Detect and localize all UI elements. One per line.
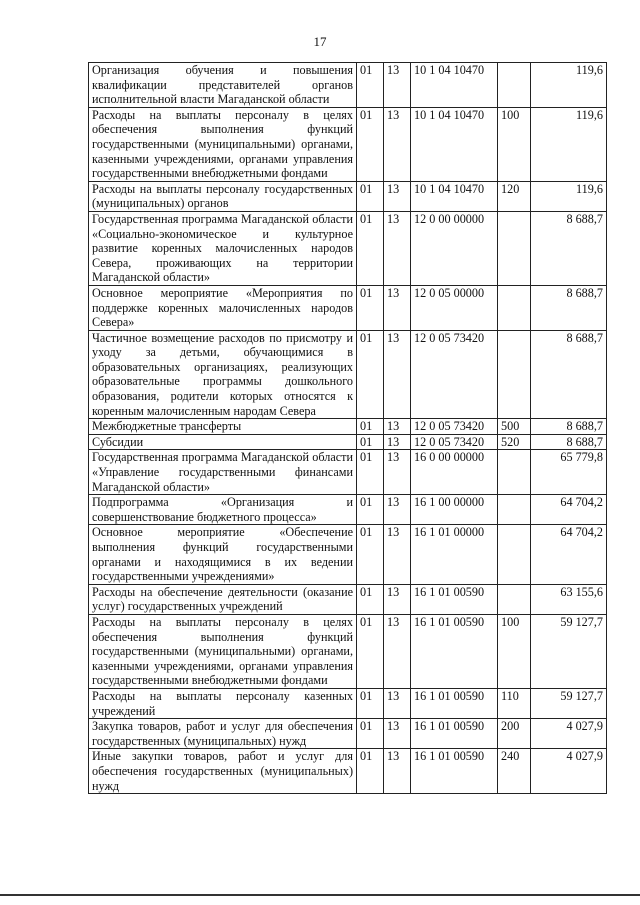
row-section-code-cell: 01 [357, 584, 384, 614]
row-subsection-code-cell: 13 [384, 614, 411, 688]
row-amount-cell: 64 704,2 [531, 495, 607, 525]
row-target-item-code-cell: 10 1 04 10470 [411, 107, 498, 181]
table-row [89, 434, 607, 450]
row-name-cell: Основное мероприятие «Мероприятия по поддержке коренных малочисленных народов Севера» [89, 285, 357, 330]
table-row [89, 450, 607, 495]
table-row [89, 330, 607, 419]
row-target-item-code-cell: 16 1 01 00590 [411, 584, 498, 614]
row-expense-type-code-cell [498, 285, 531, 330]
row-section-code-cell: 01 [357, 525, 384, 584]
row-subsection-code-cell: 13 [384, 211, 411, 285]
table-row [89, 285, 607, 330]
row-amount-cell: 59 127,7 [531, 688, 607, 718]
budget-table [88, 62, 607, 794]
row-name-cell: Расходы на обеспечение деятельности (оказание услуг) государственных учреждений [89, 584, 357, 614]
row-section-code-cell: 01 [357, 719, 384, 749]
row-section-code-cell: 01 [357, 434, 384, 450]
page-number: 17 [313, 34, 327, 49]
row-subsection-code-cell: 13 [384, 688, 411, 718]
row-expense-type-code-cell [498, 330, 531, 419]
row-section-code-cell: 01 [357, 330, 384, 419]
row-target-item-code-cell: 16 0 00 00000 [411, 450, 498, 495]
row-expense-type-code-cell [498, 211, 531, 285]
row-subsection-code-cell: 13 [384, 63, 411, 108]
row-subsection-code-cell: 13 [384, 330, 411, 419]
row-subsection-code-cell: 13 [384, 434, 411, 450]
table-row [89, 749, 607, 794]
table-row [89, 688, 607, 718]
row-name-cell: Организация обучения и повышения квалификации представителей органов исполнительной власти Магаданской области [89, 63, 357, 108]
row-expense-type-code-cell: 120 [498, 181, 531, 211]
row-target-item-code-cell: 12 0 05 73420 [411, 330, 498, 419]
row-section-code-cell: 01 [357, 450, 384, 495]
row-subsection-code-cell: 13 [384, 107, 411, 181]
row-section-code-cell: 01 [357, 614, 384, 688]
row-expense-type-code-cell: 500 [498, 419, 531, 435]
row-amount-cell: 119,6 [531, 107, 607, 181]
row-name-cell: Расходы на выплаты персоналу в целях обеспечения выполнения функций государственными (муниципальными) органами, казенными учреждениями, органами управления государственными внебюджетными фондами [89, 107, 357, 181]
table-row [89, 419, 607, 435]
row-section-code-cell: 01 [357, 749, 384, 794]
table-row [89, 107, 607, 181]
row-amount-cell: 4 027,9 [531, 749, 607, 794]
row-target-item-code-cell: 16 1 00 00000 [411, 495, 498, 525]
row-section-code-cell: 01 [357, 419, 384, 435]
row-subsection-code-cell: 13 [384, 450, 411, 495]
row-amount-cell: 8 688,7 [531, 419, 607, 435]
row-amount-cell: 119,6 [531, 181, 607, 211]
row-amount-cell: 65 779,8 [531, 450, 607, 495]
row-amount-cell: 8 688,7 [531, 434, 607, 450]
row-target-item-code-cell: 10 1 04 10470 [411, 63, 498, 108]
row-name-cell: Государственная программа Магаданской области «Управление государственными финансами Магаданской области» [89, 450, 357, 495]
row-amount-cell: 119,6 [531, 63, 607, 108]
row-amount-cell: 8 688,7 [531, 285, 607, 330]
table-row [89, 584, 607, 614]
row-amount-cell: 8 688,7 [531, 330, 607, 419]
row-expense-type-code-cell [498, 525, 531, 584]
row-amount-cell: 59 127,7 [531, 614, 607, 688]
row-section-code-cell: 01 [357, 181, 384, 211]
row-expense-type-code-cell: 520 [498, 434, 531, 450]
table-row [89, 211, 607, 285]
row-target-item-code-cell: 16 1 01 00590 [411, 614, 498, 688]
row-name-cell: Закупка товаров, работ и услуг для обеспечения государственных (муниципальных) нужд [89, 719, 357, 749]
row-name-cell: Подпрограмма «Организация и совершенствование бюджетного процесса» [89, 495, 357, 525]
row-section-code-cell: 01 [357, 285, 384, 330]
row-target-item-code-cell: 12 0 05 00000 [411, 285, 498, 330]
table-row [89, 719, 607, 749]
row-name-cell: Основное мероприятие «Обеспечение выполнения функций государственными органами и находящимися в их ведении государственными учреждениями» [89, 525, 357, 584]
row-name-cell: Государственная программа Магаданской области «Социально-экономическое и культурное развитие коренных малочисленных народов Севера, проживающих на территории Магаданской области» [89, 211, 357, 285]
row-target-item-code-cell: 10 1 04 10470 [411, 181, 498, 211]
row-name-cell: Расходы на выплаты персоналу в целях обеспечения выполнения функций государственными (муниципальными) органами, казенными учреждениями, органами управления государственными внебюджетными фондами [89, 614, 357, 688]
table-row [89, 525, 607, 584]
row-section-code-cell: 01 [357, 63, 384, 108]
row-target-item-code-cell: 12 0 05 73420 [411, 434, 498, 450]
table-row [89, 495, 607, 525]
table-row [89, 614, 607, 688]
row-subsection-code-cell: 13 [384, 525, 411, 584]
row-subsection-code-cell: 13 [384, 181, 411, 211]
row-target-item-code-cell: 12 0 05 73420 [411, 419, 498, 435]
row-expense-type-code-cell [498, 495, 531, 525]
row-name-cell: Иные закупки товаров, работ и услуг для обеспечения государственных (муниципальных) нужд [89, 749, 357, 794]
row-expense-type-code-cell [498, 63, 531, 108]
row-target-item-code-cell: 16 1 01 00000 [411, 525, 498, 584]
table-row [89, 63, 607, 108]
row-expense-type-code-cell: 240 [498, 749, 531, 794]
row-amount-cell: 4 027,9 [531, 719, 607, 749]
row-target-item-code-cell: 16 1 01 00590 [411, 749, 498, 794]
row-section-code-cell: 01 [357, 211, 384, 285]
row-name-cell: Межбюджетные трансферты [89, 419, 357, 435]
row-name-cell: Субсидии [89, 434, 357, 450]
row-amount-cell: 8 688,7 [531, 211, 607, 285]
row-expense-type-code-cell [498, 584, 531, 614]
row-expense-type-code-cell [498, 450, 531, 495]
row-amount-cell: 63 155,6 [531, 584, 607, 614]
row-target-item-code-cell: 16 1 01 00590 [411, 688, 498, 718]
row-expense-type-code-cell: 110 [498, 688, 531, 718]
row-subsection-code-cell: 13 [384, 285, 411, 330]
page-bottom-rule [0, 894, 640, 896]
row-subsection-code-cell: 13 [384, 749, 411, 794]
budget-table-body [89, 63, 607, 794]
row-name-cell: Расходы на выплаты персоналу государственных (муниципальных) органов [89, 181, 357, 211]
row-amount-cell: 64 704,2 [531, 525, 607, 584]
table-row [89, 181, 607, 211]
row-subsection-code-cell: 13 [384, 495, 411, 525]
row-expense-type-code-cell: 100 [498, 614, 531, 688]
row-target-item-code-cell: 16 1 01 00590 [411, 719, 498, 749]
row-expense-type-code-cell: 100 [498, 107, 531, 181]
row-section-code-cell: 01 [357, 495, 384, 525]
row-section-code-cell: 01 [357, 107, 384, 181]
row-name-cell: Расходы на выплаты персоналу казенных учреждений [89, 688, 357, 718]
row-section-code-cell: 01 [357, 688, 384, 718]
row-subsection-code-cell: 13 [384, 584, 411, 614]
row-name-cell: Частичное возмещение расходов по присмотру и уходу за детьми, обучающимися в образовательных организациях, реализующих образовательные программы дошкольного образования, родители которых относятся к коренным малочисленным народам Севера [89, 330, 357, 419]
row-subsection-code-cell: 13 [384, 419, 411, 435]
row-expense-type-code-cell: 200 [498, 719, 531, 749]
row-target-item-code-cell: 12 0 00 00000 [411, 211, 498, 285]
row-subsection-code-cell: 13 [384, 719, 411, 749]
